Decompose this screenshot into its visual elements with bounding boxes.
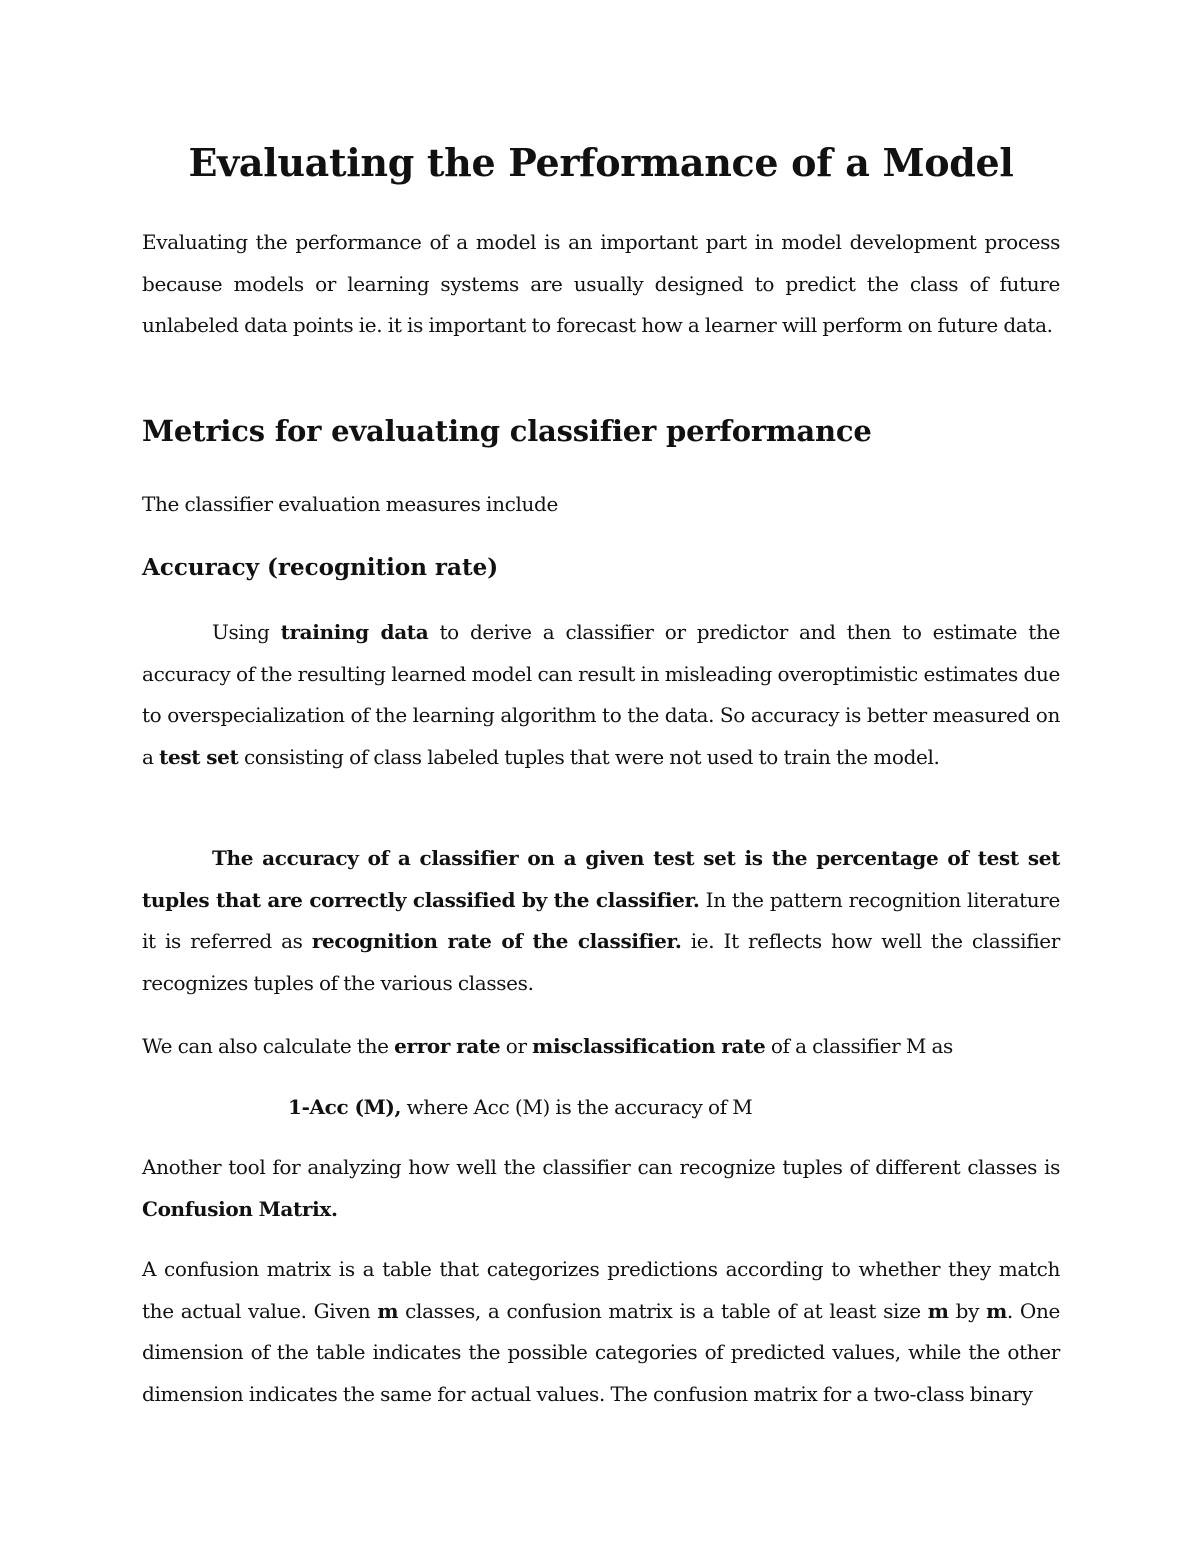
acc-p1-bold-training-data: training data [280, 620, 429, 644]
matrix-bold-m-3: m [986, 1298, 1007, 1323]
acc-p2-bold-recognition-rate: recognition rate of the classifier. [311, 929, 682, 953]
acc-p1-text-3: consisting of class labeled tuples that were not used to train the model. [238, 744, 940, 769]
confusion-text-1: Another tool for analyzing how well the classifier can recognize tuples of different classes is [142, 1155, 1060, 1179]
error-rate-paragraph [142, 1034, 953, 1058]
matrix-text-1: A confusion matrix is a table that categorizes predictions according to whether they match the actual value. Given [142, 1257, 1060, 1323]
accuracy-paragraph-2 [142, 838, 1060, 1004]
matrix-text-4: . One dimension of the table indicates the possible categories of predicted values, while the other dimension indicates the same for actual values. The confusion matrix for a two-class binary [142, 1298, 1060, 1406]
acc-p2-text-2: ie. It reflects how well the classifier recognizes tuples of the various classes. [142, 929, 1061, 995]
error-text-1: We can also calculate the [142, 1034, 395, 1058]
matrix-text-3: by [948, 1298, 987, 1323]
acc-p1-text-2: to derive a classifier or predictor and then to estimate the accuracy of the resulting learned model can result in misleading overoptimistic estimates due to overspecialization of the learning algorithm to the data. So accuracy is better measured on a [142, 620, 1060, 769]
confusion-matrix-paragraph [142, 1249, 1060, 1415]
formula-bold: 1-Acc (M), [288, 1095, 402, 1119]
acc-p1-bold-test-set: test set [159, 744, 239, 769]
matrix-bold-m-1: m [377, 1298, 399, 1323]
acc-p2-bold-definition: The accuracy of a classifier on a given test set is the percentage of test set tuples that are correctly classified by the classifier. [142, 846, 1060, 912]
error-text-2: or [500, 1034, 533, 1058]
document-title: Evaluating the Performance of a Model [188, 140, 1014, 185]
intro-paragraph: Evaluating the performance of a model is an important part in model development process because models or learning systems are usually designed to predict the class of future unlabeled data points ie. it is important to forecast how a learner will perform on future data. [142, 230, 1060, 337]
matrix-bold-m-2: m [927, 1298, 949, 1323]
error-text-3: of a classifier M as [765, 1034, 953, 1058]
error-bold-error-rate: error rate [394, 1034, 501, 1058]
acc-p2-text-1: In the pattern recognition literature it is referred as [142, 887, 1060, 953]
metrics-heading: Metrics for evaluating classifier performance [142, 414, 872, 448]
confusion-bold-term: Confusion Matrix. [142, 1196, 338, 1221]
measures-intro-text: The classifier evaluation measures include [142, 492, 558, 516]
confusion-matrix-intro [142, 1147, 1060, 1230]
error-formula [288, 1095, 752, 1119]
error-bold-misclassification-rate: misclassification rate [532, 1034, 766, 1058]
accuracy-paragraph-1 [142, 612, 1060, 778]
accuracy-heading: Accuracy (recognition rate) [142, 554, 499, 581]
formula-text: where Acc (M) is the accuracy of M [401, 1095, 753, 1119]
matrix-text-2: classes, a confusion matrix is a table of at least size [398, 1298, 928, 1323]
acc-p1-text-1: Using [212, 620, 281, 644]
